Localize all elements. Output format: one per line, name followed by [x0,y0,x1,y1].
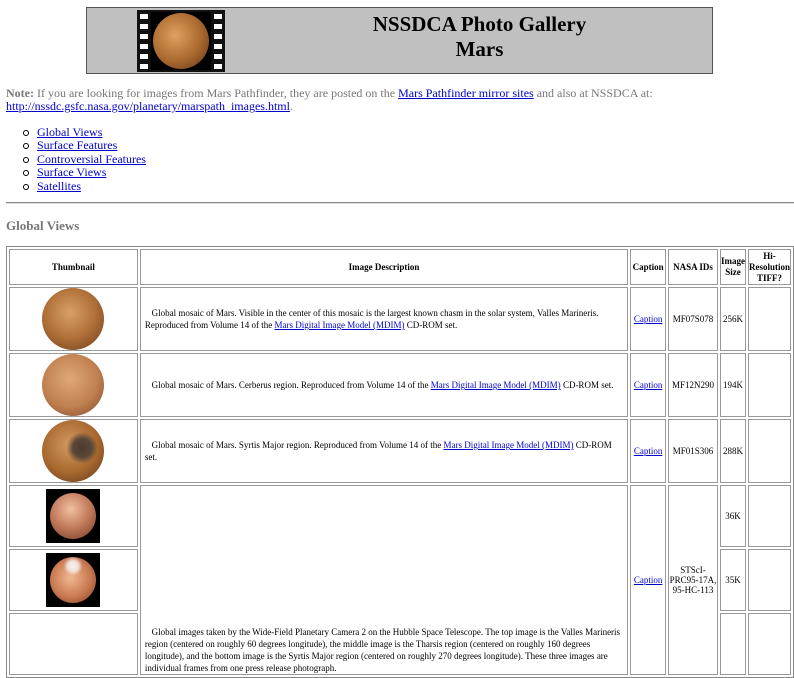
hires-cell [748,549,791,611]
section-heading: Global Views [6,218,80,233]
caption-cell [630,485,666,675]
table-row [9,353,791,417]
table-row [9,419,791,483]
nasa-id: MF12N290 [668,353,718,417]
toc-item-surface-views: Surface Views [22,166,146,179]
toc-item-surface-features: Surface Features [22,139,146,152]
col-nasa-ids: NASA IDs [668,249,718,285]
hires-cell [748,419,791,483]
mars-valles-marineris-thumbnail[interactable] [42,288,104,350]
thumbnail-cell [9,485,138,547]
image-size: 194K [720,353,746,417]
pathfinder-note: Note: If you are looking for images from Mars Pathfinder, they are posted on the Mars Pathfinder mirror sites and also at NSSDCA at: http://nssdc.gsfc.nasa.gov/planetary/marspath_images.html. [6,86,653,113]
nasa-id: MF01S306 [668,419,718,483]
thumbnail-cell [9,613,138,675]
toc-item-controversial-features: Controversial Features [22,153,146,166]
mdim-link[interactable]: Mars Digital Image Model (MDIM) [443,440,574,450]
image-size: 256K [720,287,746,351]
table-row [9,287,791,351]
mars-logo-image [153,13,209,69]
thumbnail-cell [9,549,138,611]
toc-item-satellites: Satellites [22,180,146,193]
hires-cell [748,613,791,675]
image-size: 35K [720,549,746,611]
gallery-table [6,246,794,678]
image-size: 288K [720,419,746,483]
hires-cell [748,287,791,351]
hubble-tharsis-thumbnail[interactable] [50,557,96,603]
nasa-id: STScI- PRC95-17A, 95-HC-113 [668,485,718,675]
caption-link[interactable]: Caption [633,575,663,585]
caption-link[interactable]: Caption [633,314,663,324]
image-size [720,613,746,675]
col-description: Image Description [140,249,628,285]
image-description: Global mosaic of Mars. Visible in the center of this mosaic is the largest known chasm in the solar system, Valles Marineris. Reproduced from Volume 14 of the Mars Digital Image Model (MDIM) CD-ROM set. [140,287,628,351]
mdim-link[interactable]: Mars Digital Image Model (MDIM) [430,380,561,390]
col-hires-tiff: Hi- Resolution TIFF? [748,249,791,285]
section-nav [22,126,146,193]
thumbnail-cell [9,419,138,483]
pathfinder-mirror-link[interactable]: Mars Pathfinder mirror sites [398,86,534,100]
col-thumbnail: Thumbnail [9,249,138,285]
hubble-valles-marineris-thumbnail[interactable] [50,493,96,539]
divider [6,202,794,204]
image-description: Global mosaic of Mars. Syrtis Major region. Reproduced from Volume 14 of the Mars Digital Image Model (MDIM) CD-ROM set. [140,419,628,483]
image-description: Global mosaic of Mars. Cerberus region. Reproduced from Volume 14 of the Mars Digital Image Model (MDIM) CD-ROM set. [140,353,628,417]
thumbnail-cell [9,287,138,351]
marspath-images-link[interactable]: http://nssdc.gsfc.nasa.gov/planetary/marspath_images.html [6,99,290,113]
thumbnail-cell [9,353,138,417]
mars-syrtis-major-thumbnail[interactable] [42,420,104,482]
header-banner [86,7,713,74]
mars-cerberus-thumbnail[interactable] [42,354,104,416]
mdim-link[interactable]: Mars Digital Image Model (MDIM) [274,320,405,330]
nasa-id: MF07S078 [668,287,718,351]
caption-link[interactable]: Caption [633,380,663,390]
page-title: NSSDCA Photo Gallery Mars [372,12,587,61]
caption-link[interactable]: Caption [633,446,663,456]
film-strip-logo [137,10,225,72]
image-description: Global images taken by the Wide-Field Planetary Camera 2 on the Hubble Space Telescope. The top image is the Valles Marineris region (centered on roughly 60 degrees longitude), the middle image is the Tharsis region (centered on roughly 160 degrees longitude), and the bottom image is the Syrtis Major region (centered on roughly 270 degrees longitude). These three images are individual frames from one press release photograph. [140,485,628,675]
col-image-size: Image Size [720,249,746,285]
hires-cell [748,485,791,547]
col-caption: Caption [630,249,666,285]
table-row [9,485,791,547]
toc-item-global-views: Global Views [22,126,146,139]
image-size: 36K [720,485,746,547]
hires-cell [748,353,791,417]
